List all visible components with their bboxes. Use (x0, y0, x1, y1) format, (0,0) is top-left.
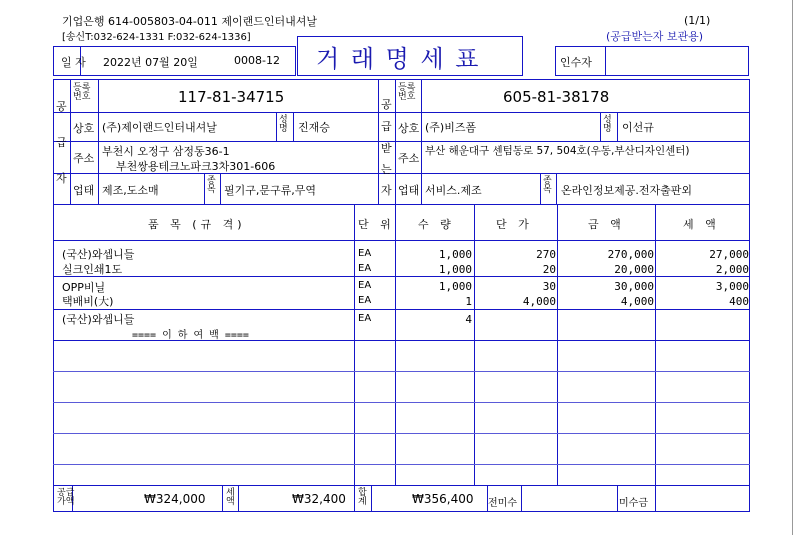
buyer-company-label: 상호 (398, 122, 420, 135)
supplier-side-label-2: 급 (56, 136, 67, 149)
buyer-company: (주)비즈폼 (425, 121, 477, 134)
row-qty: 4 (465, 313, 472, 326)
tax-total: ₩32,400 (292, 492, 346, 506)
col-header-qty: 수 량 (418, 218, 455, 231)
col-header-price: 단 가 (496, 218, 533, 231)
row-amount: 4,000 (620, 295, 654, 308)
row-tax: 3,000 (715, 280, 749, 293)
col-header-unit: 단 위 (358, 218, 395, 231)
grand-label: 합 계 (358, 488, 367, 507)
supplier-address-2: 부천쌍용테크노파크3차301-606 (116, 160, 276, 173)
page-title: 거 래 명 세 표 (316, 45, 481, 73)
supplier-address-label: 주소 (73, 152, 95, 165)
row-unit: EA (358, 263, 372, 274)
supplier-address-1: 부천시 오정구 삼정동36-1 (102, 145, 230, 158)
row-unit: EA (358, 248, 372, 259)
row-price: 20 (542, 263, 556, 276)
row-tax: 2,000 (715, 263, 749, 276)
buyer-biztype: 서비스.제조 (425, 184, 482, 197)
row-tax: 400 (729, 295, 749, 308)
date-value: 2022년 07월 20일 (103, 56, 198, 69)
receiver-label: 인수자 (560, 56, 592, 69)
row-amount: 270,000 (607, 248, 654, 261)
col-header-item: 품 목 (규 격) (148, 218, 246, 231)
grand-total: ₩356,400 (412, 492, 474, 506)
supplier-biztype: 제조,도소매 (102, 184, 159, 197)
row-item: (국산)와셉니들 (62, 248, 135, 261)
row-item: (국산)와셉니들 (62, 313, 135, 326)
prev-unpaid-label: 전미수 (488, 498, 517, 509)
row-amount: 30,000 (614, 280, 654, 293)
supplier-side-label-3: 자 (56, 172, 67, 185)
buyer-reg-label: 등록 번호 (398, 83, 416, 102)
row-amount: 20,000 (614, 263, 654, 276)
row-price: 4,000 (522, 295, 556, 308)
row-price: 30 (542, 280, 556, 293)
supply-label: 공급 가액 (57, 488, 75, 507)
supplier-bizitem-label: 종 목 (207, 176, 216, 195)
supplier-company-label: 상호 (73, 122, 95, 135)
row-qty: 1,000 (438, 280, 472, 293)
supply-total: ₩324,000 (144, 492, 206, 506)
col-header-amount: 금 액 (588, 218, 625, 231)
buyer-side-label-3: 받 (381, 142, 392, 155)
buyer-address: 부산 해운대구 센텀동로 57, 504호(우동,부산디자인센터) (425, 145, 690, 157)
page-indicator: (1/1) (684, 14, 711, 27)
supplier-name: 진재승 (298, 121, 330, 134)
buyer-bizitem: 온라인정보제공.전자출판외 (561, 184, 693, 197)
col-header-tax: 세 액 (683, 218, 720, 231)
row-item: OPP비닐 (62, 281, 106, 294)
buyer-biztype-label: 업태 (398, 184, 420, 197)
tax-label: 세 액 (226, 488, 235, 507)
supplier-name-label: 성 명 (279, 115, 288, 134)
buyer-address-label: 주소 (398, 152, 420, 165)
row-qty: 1,000 (438, 263, 472, 276)
row-unit: EA (358, 313, 372, 324)
row-unit: EA (358, 295, 372, 306)
supplier-bizitem: 필기구,문구류,무역 (224, 184, 317, 197)
buyer-name-label: 성 명 (603, 115, 612, 134)
buyer-name: 이선규 (622, 121, 654, 134)
buyer-side-label-4: 는 (381, 163, 392, 176)
row-item: 실크인쇄1도 (62, 263, 123, 276)
supplier-reg-label: 등록 번호 (73, 83, 91, 102)
bank-line: 기업은행 614-005803-04-011 제이랜드인터내셔날 (62, 15, 318, 28)
supplier-reg-no: 117-81-34715 (178, 88, 285, 106)
unpaid-label: 미수금 (619, 498, 648, 509)
buyer-reg-no: 605-81-38178 (503, 88, 610, 106)
copy-note: (공급받는자 보관용) (606, 30, 704, 43)
supplier-company: (주)제이랜드인터내셔날 (102, 121, 217, 134)
end-note: ==== 이 하 여 백 ==== (132, 330, 249, 341)
row-qty: 1 (465, 295, 472, 308)
buyer-bizitem-label: 종 목 (543, 176, 552, 195)
date-label: 일 자 (61, 56, 86, 69)
row-qty: 1,000 (438, 248, 472, 261)
buyer-side-label-5: 자 (381, 184, 392, 197)
row-item: 택배비(大) (62, 295, 114, 308)
row-unit: EA (358, 280, 372, 291)
row-tax: 27,000 (709, 248, 749, 261)
buyer-side-label-2: 급 (381, 120, 392, 133)
doc-number: 0008-12 (234, 54, 280, 67)
supplier-biztype-label: 업태 (73, 184, 95, 197)
fax-line: [송신T:032-624-1331 F:032-624-1336] (62, 32, 251, 43)
row-price: 270 (536, 248, 556, 261)
supplier-side-label-1: 공 (56, 100, 67, 113)
buyer-side-label-1: 공 (381, 98, 392, 111)
